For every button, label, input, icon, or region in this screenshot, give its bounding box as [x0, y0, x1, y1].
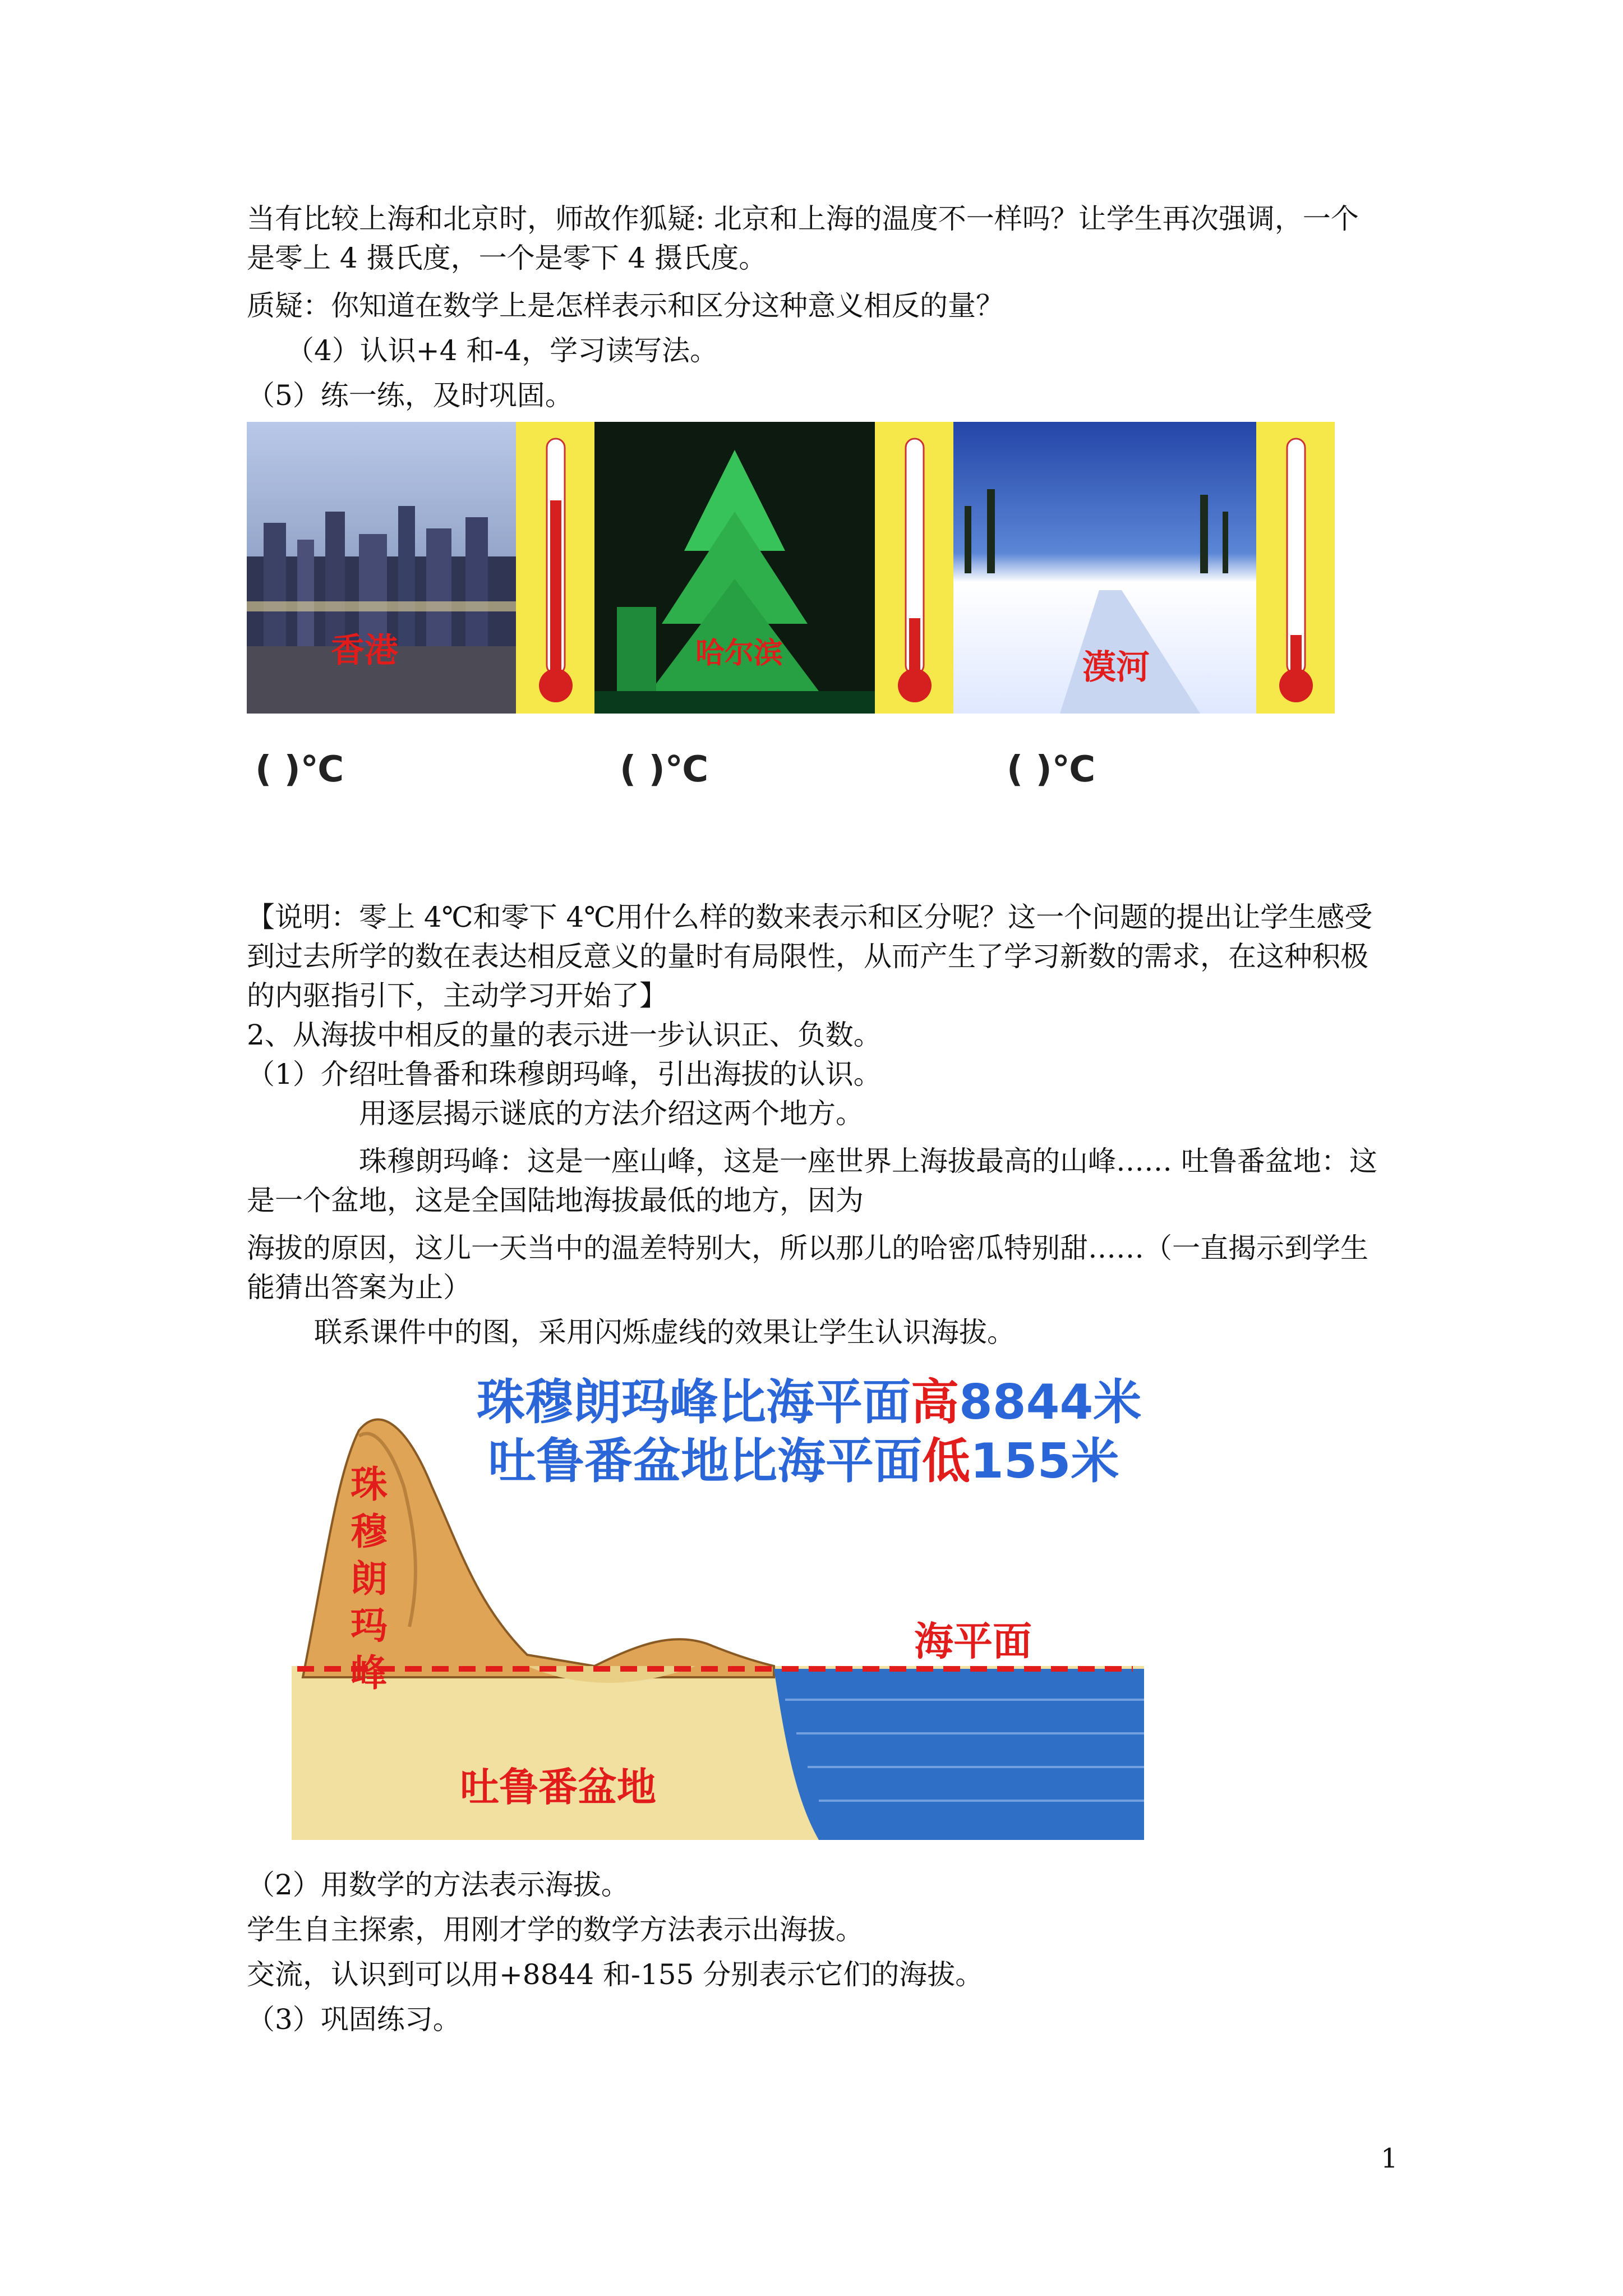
step-3: （3）巩固练习。	[247, 2003, 461, 2036]
step-1: （1）介绍吐鲁番和珠穆朗玛峰，引出海拔的认识。	[247, 1058, 882, 1091]
altitude-figure	[292, 1363, 1144, 1840]
sea-shape	[774, 1669, 1144, 1840]
section-heading-2: 2、从海拔中相反的量的表示进一步认识正、负数。	[247, 1019, 882, 1051]
note-line-2: 到过去所学的数在表达相反意义的量时有局限性，从而产生了学习新数的需求，在这种积极	[247, 940, 1368, 973]
figure-title-1c: 8844	[959, 1374, 1094, 1430]
paragraph-5: （5）练一练，及时巩固。	[247, 379, 573, 412]
step-1-story-3: 海拔的原因，这儿一天当中的温差特别大，所以那儿的哈密瓜特别甜……（一直揭示到学生	[247, 1232, 1368, 1264]
peak-label: 珠穆朗玛峰	[351, 1463, 388, 1695]
paragraph-4: （4）认识+4 和-4，学习读写法。	[286, 334, 718, 367]
figure-title-2d: 米	[1071, 1433, 1119, 1489]
sea-level-label: 海平面	[914, 1618, 1032, 1664]
city-photo-strip	[247, 422, 1335, 714]
city-label-harbin: 哈尔滨	[695, 637, 783, 670]
city-label-mohe: 漠河	[1082, 648, 1150, 687]
step-1-story-2: 是一个盆地，这是全国陆地海拔最低的地方，因为	[247, 1184, 864, 1217]
step-1-story-4: 能猜出答案为止）	[247, 1271, 471, 1304]
figure-title-line-2	[488, 1422, 1119, 1492]
step-1-story-1: 珠穆朗玛峰：这是一座山峰，这是一座世界上海拔最高的山峰…… 吐鲁番盆地：这	[359, 1145, 1377, 1177]
step-1-figure-intro: 联系课件中的图，采用闪烁虚线的效果让学生认识海拔。	[314, 1316, 1015, 1349]
page-number: 1	[1381, 2143, 1398, 2174]
city-temperature-image	[247, 422, 1335, 714]
step-2-detail-2: 交流，认识到可以用+8844 和-155 分别表示它们的海拔。	[247, 1958, 984, 1991]
figure-title-2a: 吐鲁番盆地比海平面	[488, 1433, 922, 1489]
note-line-1: 【说明：零上 4℃和零下 4℃用什么样的数来表示和区分呢？这一个问题的提出让学生感受	[247, 901, 1373, 933]
basin-label: 吐鲁番盆地	[460, 1764, 656, 1810]
answer-blank-1[interactable]: ( )℃	[255, 749, 344, 790]
thermometer-mohe	[1256, 422, 1335, 714]
thermometer-harbin	[875, 422, 953, 714]
paragraph-2: 是零上 4 摄氏度，一个是零下 4 摄氏度。	[247, 242, 767, 274]
figure-title-1a: 珠穆朗玛峰比海平面	[477, 1374, 911, 1430]
step-1-detail: 用逐层揭示谜底的方法介绍这两个地方。	[359, 1097, 864, 1130]
city-label-hong-kong: 香港	[331, 631, 398, 670]
step-2: （2）用数学的方法表示海拔。	[247, 1869, 629, 1901]
thermometer-hong-kong	[516, 422, 594, 714]
figure-title-1d: 米	[1093, 1374, 1142, 1430]
answer-blank-3[interactable]: ( )℃	[1007, 749, 1096, 790]
figure-title-2b: 低	[922, 1433, 970, 1489]
step-2-detail-1: 学生自主探索，用刚才学的数学方法表示出海拔。	[247, 1913, 864, 1946]
paragraph-1: 当有比较上海和北京时，师故作狐疑: 北京和上海的温度不一样吗？让学生再次强调，一个	[247, 203, 1359, 235]
figure-title-2c: 155	[970, 1433, 1071, 1489]
figure-title-1b: 高	[911, 1374, 959, 1430]
answer-blank-2[interactable]: ( )℃	[620, 749, 709, 790]
paragraph-3: 质疑：你知道在数学上是怎样表示和区分这种意义相反的量？	[247, 289, 1004, 322]
note-line-3: 的内驱指引下，主动学习开始了】	[247, 979, 667, 1012]
